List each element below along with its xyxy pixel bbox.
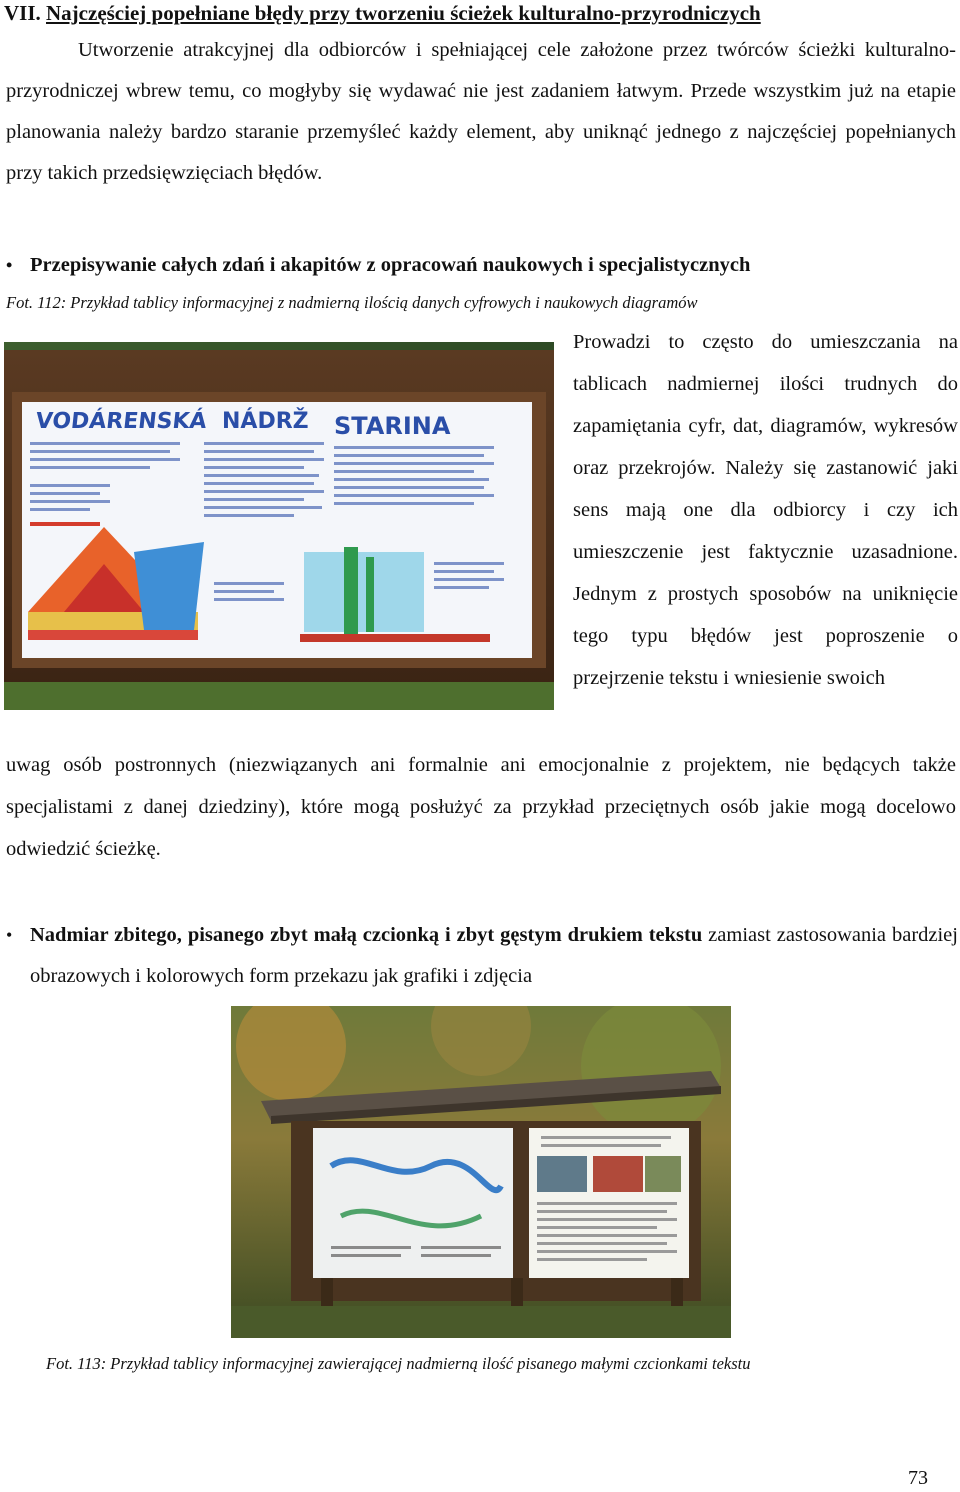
section-1-heading: Przepisywanie całych zdań i akapitów z opracowań naukowych i specjalistycznych: [30, 254, 751, 276]
section-2-heading-rest: zamiast zastosowania bardziej obrazowych i kolorowych form przekazu jak grafiki i zdjęcia: [30, 924, 958, 987]
bullet-icon: •: [6, 255, 13, 275]
intro-text: Utworzenie atrakcyjnej dla odbiorców i spełniającej cele założone przez twórców ścieżki kulturalno-przyrodniczej wbrew temu, co mogłyby się wydawać nie jest zadaniem łatwym. Przede wszystkim już na etapie planowania należy bardzo staranie przemyśleć każdy element, aby uniknąć jednego z najczęściej popełnianych przy takich przedsięwzięciach błędów.: [6, 39, 956, 184]
photo-113-caption: Fot. 113: Przykład tablicy informacyjnej zawierającej nadmierną ilość pisanego małymi czcionkami tekstu: [46, 1354, 751, 1373]
intro-paragraph: [6, 30, 956, 194]
section-2-text: [30, 915, 958, 997]
sign-title-right: STARINA: [334, 412, 451, 440]
chapter-title: Najczęściej popełniane błędy przy tworzeniu ścieżek kulturalno-przyrodniczych: [46, 1, 761, 25]
photo-112-caption: Fot. 112: Przykład tablicy informacyjnej z nadmierną ilością danych cyfrowych i naukowych diagramów: [6, 293, 698, 312]
chapter-number: VII.: [4, 1, 41, 25]
chapter-heading: [4, 0, 761, 26]
sign-title-mid: NÁDRŽ: [222, 409, 309, 434]
photo-112-info-board: [4, 342, 554, 710]
photo-113-info-board: [231, 1006, 731, 1338]
section-1-text-wrapped: Prowadzi to często do umieszczania na tablicach nadmiernej ilości trudnych do zapamiętania cyfr, dat, diagramów, wykresów oraz przekrojów. Należy się zastanowić jaki sens mają one dla odbiorcy i czy ich umieszczenie jest faktycznie uzasadnione. Jednym z prostych sposobów na uniknięcie tego typu błędów jest poproszenie o przejrzenie tekstu i wniesienie swoich: [573, 331, 958, 689]
sign-title-left: VODÁRENSKÁ: [34, 409, 208, 434]
section-2-heading-bold: Nadmiar zbitego, pisanego zbyt małą czcionką i zbyt gęstym drukiem tekstu: [30, 924, 703, 946]
bullet-section-2: [6, 915, 956, 999]
bullet-icon: •: [6, 925, 13, 945]
section-1-text-continued: uwag osób postronnych (niezwiązanych ani formalnie ani emocjonalnie z projektem, nie będących także specjalistami z danej dziedziny), które mogą posłużyć za przykład przeciętnych osób jakie mogą docelowo odwiedzić ścieżkę.: [6, 754, 956, 860]
page-number: 73: [908, 1467, 928, 1489]
